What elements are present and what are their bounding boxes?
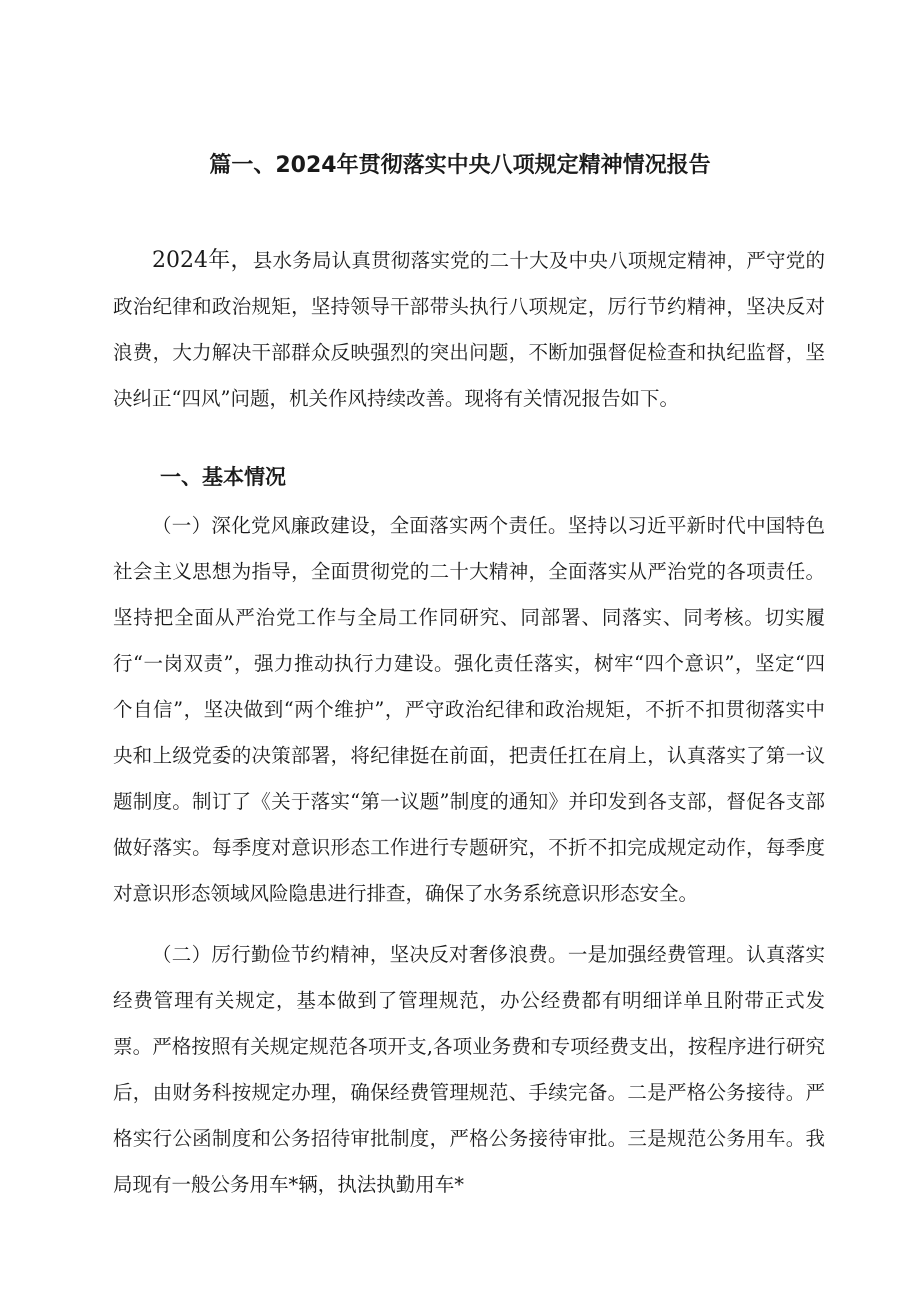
section-heading-basic: 一、基本情况 (160, 465, 286, 489)
section-2-paragraph: （二）厉行勤俭节约精神，坚决反对奢侈浪费。一是加强经费管理。认真落实经费管理有关规定，基本做到了管理规范，办公经费都有明细详单且附带正式发票。严格按照有关规定规范各项开支,各项业务费和专项经费支出，按程序进行研究后，由财务科按规定办理，确保经费管理规范、手续完备。二是严格公务接待。严格实行公函制度和公务招待审批制度，严格公务接待审批。三是规范公务用车。我局现有一般公务用车*辆，执法执勤用车* (113, 943, 825, 1196)
intro-paragraph (113, 238, 825, 422)
intro-text: 县水务局认真贯彻落实党的二十大及中央八项规定精神，严守党的政治纪律和政治规矩，坚持领导干部带头执行八项规定，厉行节约精神，坚决反对浪费，大力解决干部群众反映强烈的突出问题，不断加强督促检查和执纪监督，坚决纠正“四风”问题，机关作风持续改善。现将有关情况报告如下。 (113, 249, 825, 410)
section-1-paragraph: （一）深化党风廉政建设，全面落实两个责任。坚持以习近平新时代中国特色社会主义思想为指导，全面贯彻党的二十大精神，全面落实从严治党的各项责任。坚持把全面从严治党工作与全局工作同研究、同部署、同落实、同考核。切实履行“一岗双责”，强力推动执行力建设。强化责任落实，树牢“四个意识”，坚定“四个自信”，坚决做到“两个维护”，严守政治纪律和政治规矩，不折不扣贯彻落实中央和上级党委的决策部署，将纪律挺在前面，把责任扛在肩上，认真落实了第一议题制度。制订了《关于落实“第一议题”制度的通知》并印发到各支部，督促各支部做好落实。每季度对意识形态工作进行专题研究，不折不扣完成规定动作，每季度对意识形态领域风险隐患进行排查，确保了水务系统意识形态安全。 (113, 514, 825, 905)
document-title: 篇一、2024年贯彻落实中央八项规定精神情况报告 (209, 153, 711, 178)
intro-lead: 2024年， (152, 248, 253, 273)
